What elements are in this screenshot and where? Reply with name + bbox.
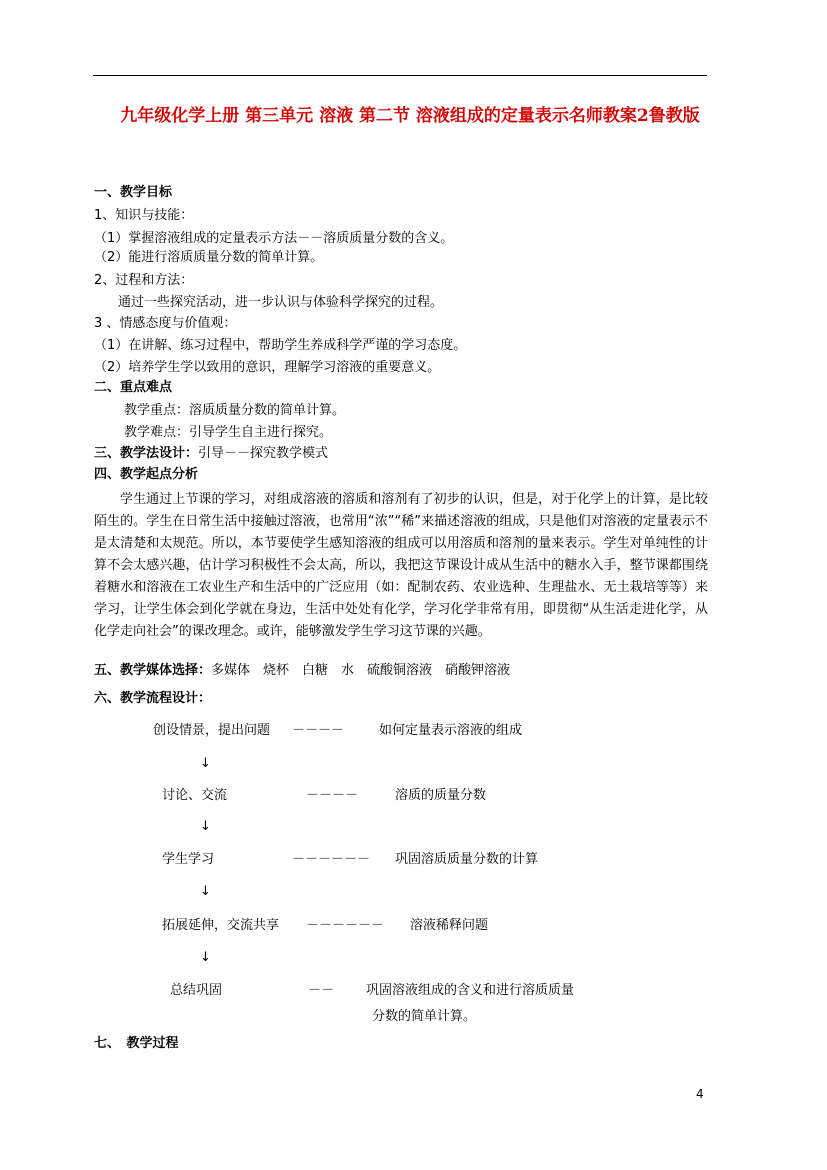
sec1-line-7: （1）在讲解、练习过程中，帮助学生养成科学严谨的学习态度。 xyxy=(94,338,467,353)
sec1-line-6: 3 、情感态度与价值观： xyxy=(94,316,237,331)
section-3-text: 引导－－探究教学模式 xyxy=(198,446,329,461)
document-title: 九年级化学上册 第三单元 溶液 第二节 溶液组成的定量表示名师教案2鲁教版 xyxy=(120,106,700,126)
sec2-line-2: 教学难点：引导学生自主进行探究。 xyxy=(124,425,333,440)
section-5 xyxy=(94,661,510,681)
sec1-line-4: 2、过程和方法： xyxy=(94,273,194,288)
section-6-heading: 六、教学流程设计： xyxy=(94,691,212,706)
flow-step-1: 创设情景，提出问题 xyxy=(153,723,271,738)
flow-dash-1: －－－－ xyxy=(292,723,345,738)
flow-dash-2: －－－－ xyxy=(306,788,359,803)
sec2-line-1: 教学重点：溶质质量分数的简单计算。 xyxy=(124,403,346,418)
flow-dash-4: －－－－－－ xyxy=(306,918,385,933)
flow-step-4: 拓展延伸，交流共享 xyxy=(162,918,280,933)
section-4-heading: 四、教学起点分析 xyxy=(94,467,199,482)
sec1-line-5: 通过一些探究活动，进一步认识与体验科学探究的过程。 xyxy=(118,295,444,310)
flow-arrow-icon-4: ↓ xyxy=(200,950,211,965)
header-rule xyxy=(93,75,707,76)
flow-desc-1: 如何定量表示溶液的组成 xyxy=(379,723,523,738)
flow-desc-4: 溶液稀释问题 xyxy=(410,918,489,933)
section-7-heading: 七、 教学过程 xyxy=(94,1036,179,1051)
section-1-heading: 一、教学目标 xyxy=(94,185,173,200)
section-3 xyxy=(94,444,328,464)
flow-desc-5-continued: 分数的简单计算。 xyxy=(372,1009,477,1024)
sec1-line-2: （1）掌握溶液组成的定量表示方法－－溶质质量分数的含义。 xyxy=(94,231,454,246)
flow-arrow-icon-3: ↓ xyxy=(200,884,211,899)
flow-step-3: 学生学习 xyxy=(162,852,215,867)
flow-dash-3: －－－－－－ xyxy=(292,852,371,867)
flow-desc-5: 巩固溶液组成的含义和进行溶质质量 xyxy=(366,983,575,998)
section-5-text: 多媒体 烧杯 白糖 水 硫酸铜溶液 硝酸钾溶液 xyxy=(211,663,511,678)
section-3-heading: 三、教学法设计： xyxy=(94,446,199,461)
page-number: 4 xyxy=(696,1087,704,1101)
flow-dash-5: －－ xyxy=(308,983,335,998)
section-2-heading: 二、重点难点 xyxy=(94,380,173,395)
sec1-line-1: 1、知识与技能： xyxy=(94,208,194,223)
flow-desc-2: 溶质的质量分数 xyxy=(395,788,487,803)
section-5-heading: 五、教学媒体选择： xyxy=(94,663,212,678)
flow-desc-3: 巩固溶质质量分数的计算 xyxy=(395,852,539,867)
sec1-line-3: （2）能进行溶质质量分数的简单计算。 xyxy=(94,250,324,265)
flow-step-5: 总结巩固 xyxy=(170,983,223,998)
flow-arrow-icon-1: ↓ xyxy=(200,756,211,771)
section-4-paragraph: 学生通过上节课的学习，对组成溶液的溶质和溶剂有了初步的认识，但是，对于化学上的计算，是比较陌生的。学生在日常生活中接触过溶液，也常用“浓”“稀”来描述溶液的组成，只是他们对溶液的定量表示不是太清楚和太规范。所以，本节要使学生感知溶液的组成可以用溶质和溶剂的量来表示。学生对单纯性的计算不会太感兴趣，估计学习积极性不会太高，所以，我把这节课设计成从生活中的糖水入手，整节课都围绕着糖水和溶液在工农业生产和生活中的广泛应用（如：配制农药、农业选种、生理盐水、无土栽培等等）来学习，让学生体会到化学就在身边，生活中处处有化学，学习化学非常有用，即贯彻“从生活走进化学，从化学走向社会”的课改理念。或许，能够激发学生学习这节课的兴趣。 xyxy=(94,492,708,639)
flow-arrow-icon-2: ↓ xyxy=(200,819,211,834)
sec1-line-8: （2）培养学生学以致用的意识，理解学习溶液的重要意义。 xyxy=(94,360,441,375)
flow-step-2: 讨论、交流 xyxy=(162,788,228,803)
